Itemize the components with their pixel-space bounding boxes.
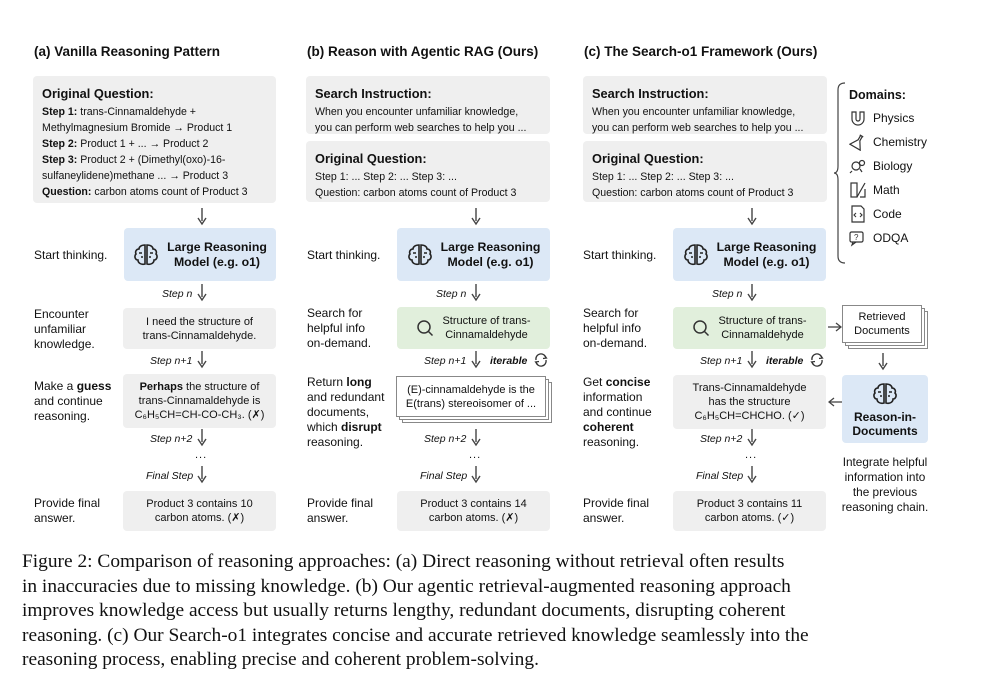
right-arrow-icon [828, 322, 842, 332]
reason-in-documents-box: Reason-in- Documents [842, 375, 928, 443]
retrieved-documents-box: Retrieved Documents [842, 305, 922, 343]
left-arrow-icon [828, 397, 842, 407]
down-arrow-icon [747, 284, 757, 302]
domain-odqa: ? ODQA [849, 226, 927, 250]
domain-physics: Physics [849, 106, 927, 130]
start-thinking-label: Start thinking. [34, 248, 108, 262]
final-answer-label: Provide final answer. [583, 496, 650, 525]
step-n-label: Step n [436, 288, 467, 300]
magnifier-icon [416, 319, 434, 337]
down-arrow-icon [471, 429, 481, 447]
question-heading: Original Question: [42, 86, 154, 101]
return-label: Return long and redundant documents, which disrupt reasoning. [307, 375, 385, 449]
panel-b-question-box: Original Question: Step 1: ... Step 2: ... Step 3: ... Question: carbon atoms count of Product 3 [306, 141, 550, 202]
start-thinking-label: Start thinking. [307, 248, 381, 262]
iterable-label: iterable [766, 355, 804, 367]
ruler-book-icon [849, 181, 867, 199]
domain-code: Code [849, 202, 927, 226]
domain-math: Math [849, 178, 927, 202]
step-n2-label: Step n+2 [700, 433, 743, 445]
down-arrow-icon [747, 208, 757, 226]
final-step-label: Final Step [146, 470, 194, 482]
final-step-label: Final Step [696, 470, 744, 482]
panel-c-instruction-box: Search Instruction: When you encounter unfamiliar knowledge, you can perform web searches to help you ... [583, 76, 827, 134]
magnet-icon [849, 109, 867, 127]
down-arrow-icon [747, 466, 757, 484]
iterable-label: iterable [490, 355, 528, 367]
down-arrow-icon [471, 466, 481, 484]
search-query-box: Structure of trans- Cinnamaldehyde [397, 307, 550, 349]
step-n2-label: Step n+2 [150, 433, 193, 445]
final-step-label: Final Step [420, 470, 468, 482]
down-arrow-icon [471, 351, 481, 369]
magnifier-icon [692, 319, 710, 337]
long-document-box: (E)-cinnamaldehyde is the E(trans) stereoisomer of ... [396, 376, 546, 417]
domains-heading: Domains: [849, 88, 906, 102]
panel-b-title: (b) Reason with Agentic RAG (Ours) [307, 44, 539, 59]
concise-info-box: Trans-Cinnamaldehyde has the structure C₆H₅CH=CHCHO. (✓) [673, 375, 826, 429]
panel-c-title: (c) The Search-o1 Framework (Ours) [584, 44, 818, 59]
integrate-note: Integrate helpful information into the previous reasoning chain. [841, 455, 929, 514]
domains-brace [834, 82, 846, 264]
step-n1-label: Step n+1 [700, 355, 743, 367]
figure-caption: Figure 2: Comparison of reasoning approaches: (a) Direct reasoning without retrieval often results in inaccuracies due to missing knowledge. (b) Our agentic retrieval-augmented reasoning approach improves knowledge access but usually returns lengthy, redundant documents, disrupting coherent reasoning. (c) Our Search-o1 integrates concise and accurate retrieved knowledge seamlessly into the reasoning process, enabling precise and coherent problem-solving. [22, 551, 809, 671]
brain-icon [683, 242, 709, 268]
encounter-label: Encounter unfamiliar knowledge. [34, 307, 95, 351]
step-n-label: Step n [162, 288, 193, 300]
concise-label: Get concise information and continue coherent reasoning. [583, 375, 652, 449]
ellipsis: ... [469, 449, 482, 461]
brain-icon [133, 242, 159, 268]
ellipsis: ... [195, 449, 208, 461]
flask-icon [849, 133, 867, 151]
search-label: Search for helpful info on-demand. [307, 306, 372, 350]
panel-a-title: (a) Vanilla Reasoning Pattern [34, 44, 221, 59]
svg-text:?: ? [854, 233, 859, 242]
down-arrow-icon [747, 429, 757, 447]
domains-list [849, 88, 927, 250]
step-n1-label: Step n+1 [150, 355, 193, 367]
cycle-icon [533, 352, 549, 368]
down-arrow-icon [471, 284, 481, 302]
final-answer-label: Provide final answer. [307, 496, 374, 525]
start-thinking-label: Start thinking. [583, 248, 657, 262]
search-query-box: Structure of trans- Cinnamaldehyde [673, 307, 826, 349]
panel-b-instruction-box: Search Instruction: When you encounter unfamiliar knowledge, you can perform web searches to help you ... [306, 76, 550, 134]
cycle-icon [809, 352, 825, 368]
reasoning-model-box: Large Reasoning Model (e.g. o1) [124, 228, 276, 281]
step-n-label: Step n [712, 288, 743, 300]
panel-c-question-box: Original Question: Step 1: ... Step 2: ... Step 3: ... Question: carbon atoms count of Product 3 [583, 141, 827, 202]
domain-biology: Biology [849, 154, 927, 178]
step-n2-label: Step n+2 [424, 433, 467, 445]
step-n1-label: Step n+1 [424, 355, 467, 367]
domain-chemistry: Chemistry [849, 130, 927, 154]
perhaps-box: Perhaps the structure of trans-Cinnamaldehyde is C₆H₅CH=CH-CO-CH₃. (✗) [123, 374, 276, 428]
reasoning-model-box: Large Reasoning Model (e.g. o1) [397, 228, 550, 281]
search-label: Search for helpful info on-demand. [583, 306, 648, 350]
microbe-icon [849, 157, 867, 175]
down-arrow-icon [197, 284, 207, 302]
need-structure-box: I need the structure of trans-Cinnamaldehyde. [123, 308, 276, 349]
down-arrow-icon [197, 351, 207, 369]
down-arrow-icon [747, 351, 757, 369]
down-arrow-icon [197, 429, 207, 447]
guess-label: Make a guess and continue reasoning. [34, 379, 112, 423]
answer-box: Product 3 contains 11 carbon atoms. (✓) [673, 491, 826, 531]
code-file-icon [849, 205, 867, 223]
down-arrow-icon [878, 353, 888, 371]
brain-icon [872, 381, 898, 407]
down-arrow-icon [197, 466, 207, 484]
reasoning-model-box: Large Reasoning Model (e.g. o1) [673, 228, 826, 281]
chat-question-icon [849, 229, 867, 247]
ellipsis: ... [745, 449, 758, 461]
final-answer-label: Provide final answer. [34, 496, 101, 525]
down-arrow-icon [197, 208, 207, 226]
brain-icon [407, 242, 433, 268]
panel-a-question-box: Original Question: Step 1: trans-Cinnamaldehyde + Methylmagnesium Bromide → Product 1 Step 2: Product 1 + ... → Product 2 Step 3: Product 2 + (Dimethyl(oxo)-16- sulfaneylidene)methane ... → Product 3 Question: carbon atoms count of Product 3 [33, 76, 276, 203]
answer-box: Product 3 contains 10 carbon atoms. (✗) [123, 491, 276, 531]
answer-box: Product 3 contains 14 carbon atoms. (✗) [397, 491, 550, 531]
down-arrow-icon [471, 208, 481, 226]
